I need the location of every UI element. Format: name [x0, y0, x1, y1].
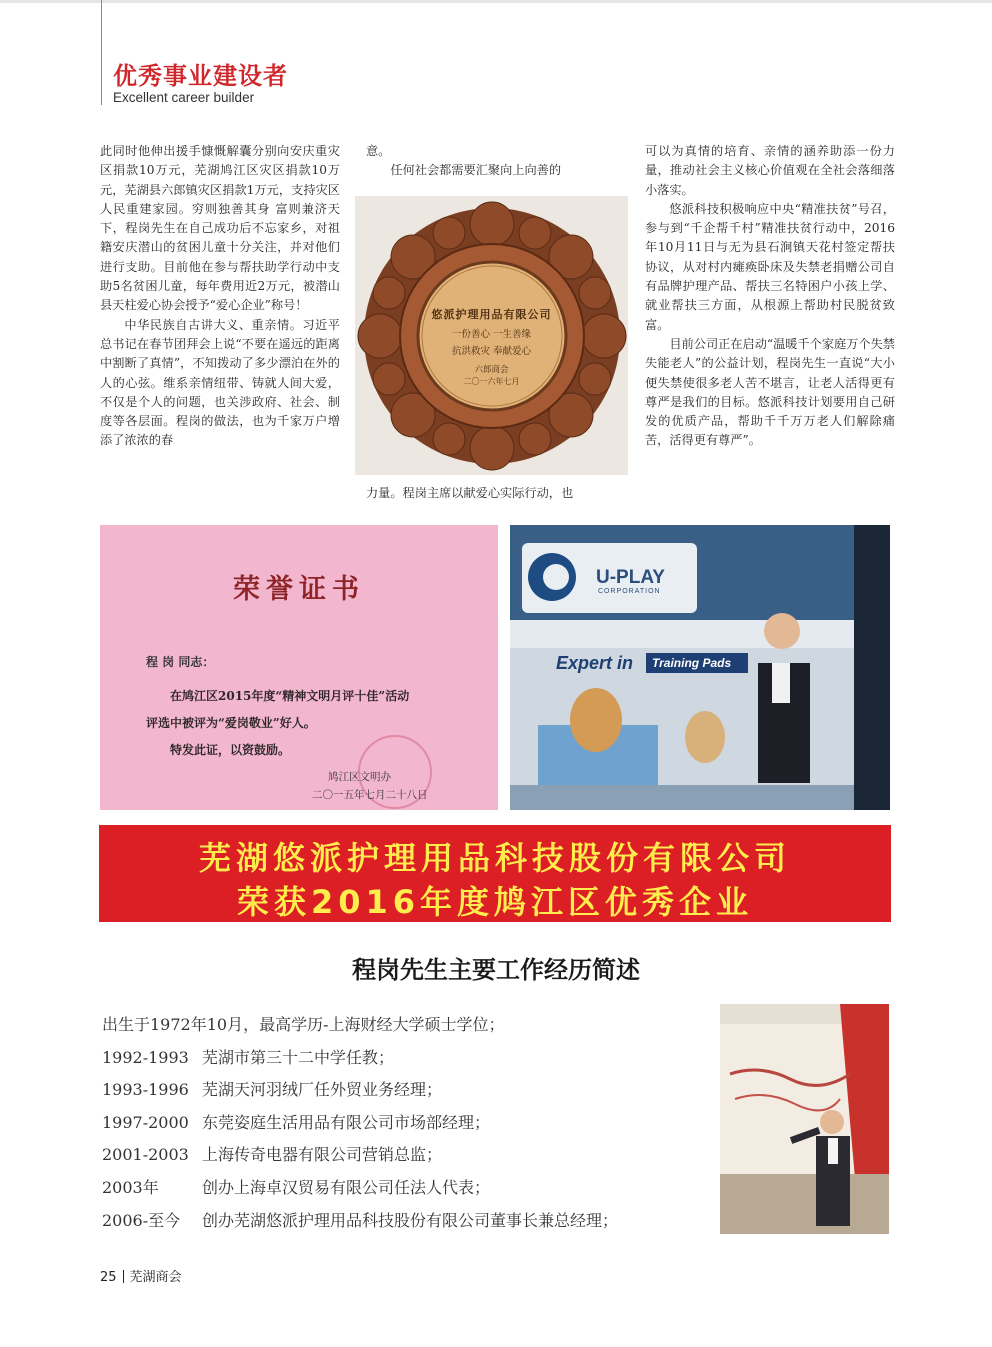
- article-paragraph: 可以为真情的培育、亲情的涵养助添一份力量，推动社会主义核心价值观在全社会落细落小落实。: [645, 144, 895, 197]
- certificate-issuer: 鸠江区文明办: [328, 771, 391, 783]
- plate-date: 二〇一六年七月: [463, 377, 520, 386]
- section-title: 优秀事业建设者: [113, 62, 288, 90]
- portrait-photo: [720, 1004, 889, 1234]
- resume-item: [102, 1175, 618, 1208]
- plate-organization: 六郎商会: [474, 365, 509, 375]
- resume-list: [102, 1012, 618, 1240]
- award-banner: [99, 825, 891, 922]
- resume-item: [102, 1077, 618, 1110]
- page-top-border: [0, 0, 992, 3]
- booth-training-pads-tag: Training Pads: [646, 653, 748, 673]
- banner-company-line: 芜湖悠派护理用品科技股份有限公司: [198, 839, 791, 877]
- resume-year: 2001-2003: [102, 1145, 189, 1165]
- article-column-3: [645, 142, 895, 451]
- resume-text: 上海传奇电器有限公司营销总监；: [202, 1145, 443, 1165]
- resume-year: 1993-1996: [102, 1080, 189, 1100]
- page-footer: [100, 1266, 182, 1285]
- award-plate-photo: [355, 196, 628, 475]
- certificate-recipient: 程 岗 同志：: [146, 655, 215, 669]
- resume-year: 2006-至今: [102, 1210, 181, 1230]
- article-paragraph: 此同时他伸出援手慷慨解囊分别向安庆重灾区捐款10万元，芜湖鸠江区灾区捐款10万元，芜湖县六郎镇灾区捐款1万元，支持灾区人民重建家园。穷则独善其身 富则兼济天下，程岗先生在自己成功后不忘家乡，对祖籍安庆潜山的贫困儿童十分关注，并对他们进行支助。目前他在参与帮扶助学行动中支助5名贫困儿童，每年费用近2万元，被潜山县天柱爱心协会授予“爱心企业”称号！: [100, 144, 340, 313]
- plate-motto-1: 一份善心 一生善缘: [451, 329, 532, 340]
- article-paragraph: 悠派科技积极响应中央“精准扶贫”号召，参与到“千企帮千村”精准扶贫行动中，2016年10月11日与无为县石涧镇天花村签定帮扶协议，从对村内瘫痪卧床及失禁老捐赠公司自有品牌护理产品、帮扶三名特困户小孩上学、就业帮扶三方面，从根源上帮助村民脱贫致富。: [645, 201, 895, 332]
- section-subtitle: Excellent career builder: [113, 90, 255, 105]
- uplay-logo-text: U-PLAY: [596, 567, 665, 588]
- article-paragraph: 意。: [366, 144, 391, 158]
- certificate-date: 二〇一五年七月二十八日: [312, 789, 428, 801]
- resume-text: 创办上海卓汉贸易有限公司任法人代表；: [202, 1177, 491, 1197]
- resume-text: 创办芜湖悠派护理用品科技股份有限公司董事长兼总经理；: [202, 1210, 619, 1230]
- certificate-title: 荣誉证书: [233, 574, 365, 605]
- page-number: 25: [100, 1270, 117, 1285]
- resume-text: 芜湖市第三十二中学任教；: [202, 1047, 395, 1067]
- article-paragraph: 中华民族自古讲大义、重亲情。习近平总书记在春节团拜会上说“不要在遥远的距离中割断了真情”，不知拨动了多少漂泊在外的人的心弦。维系亲情纽带、铸就人间大爱，不仅是个人的问题，也关涉政府、社会、制度等各层面。程岗的做法，也为千家万户增添了浓浓的春: [100, 317, 340, 448]
- resume-text: 东莞姿庭生活用品有限公司市场部经理；: [202, 1112, 491, 1132]
- article-paragraph: 任何社会都需要汇聚向上向善的: [390, 163, 562, 178]
- resume-title: 程岗先生主要工作经历简述: [352, 956, 640, 984]
- article-paragraph: 目前公司正在启动“温暖千个家庭万个失禁失能老人”的公益计划，程岗先生一直说“大小便失禁使很多老人苦不堪言，让老人活得更有尊严是我们的目标。悠派科技计划要用自己研发的优质产品，帮助千千万万老人们解除痛苦，活得更有尊严”。: [645, 336, 895, 448]
- plate-motto-2: 抗洪救灾 奉献爱心: [451, 346, 532, 357]
- honor-certificate-photo: [100, 525, 498, 810]
- banner-award-line: 荣获2016年度鸠江区优秀企业: [236, 883, 754, 921]
- resume-year: 1992-1993: [102, 1047, 189, 1067]
- footer-divider: [123, 1270, 124, 1283]
- certificate-body-line: 评选中被评为“爱岗敬业”好人。: [146, 716, 316, 730]
- portrait-scene-image: [720, 1004, 889, 1234]
- resume-item: [102, 1110, 618, 1143]
- article-paragraph: 力量。程岗主席以献爱心实际行动，也: [366, 486, 574, 500]
- resume-item: [102, 1012, 618, 1045]
- header-vertical-rule: [101, 0, 102, 105]
- certificate-body: [146, 683, 486, 764]
- resume-year: 1997-2000: [102, 1112, 189, 1132]
- booth-slogan-text: Expert in: [556, 653, 634, 673]
- resume-year: 2003年: [102, 1177, 159, 1197]
- uplay-corporation-text: CORPORATION: [598, 588, 661, 595]
- certificate-body-line: 在鸠江区2015年度“精神文明月评十佳”活动: [170, 689, 410, 703]
- resume-item: [102, 1208, 618, 1241]
- certificate-body-line: 特发此证，以资鼓励。: [170, 743, 291, 757]
- exhibition-booth-photo: [510, 525, 890, 810]
- resume-text: 出生于1972年10月，最高学历-上海财经大学硕士学位；: [102, 1015, 505, 1034]
- plate-company-name: 悠派护理用品有限公司: [431, 308, 552, 321]
- magazine-name: 芜湖商会: [129, 1270, 182, 1285]
- article-column-1: [100, 142, 340, 451]
- resume-text: 芜湖天河羽绒厂任外贸业务经理；: [202, 1080, 443, 1100]
- resume-item: [102, 1045, 618, 1078]
- resume-item: [102, 1142, 618, 1175]
